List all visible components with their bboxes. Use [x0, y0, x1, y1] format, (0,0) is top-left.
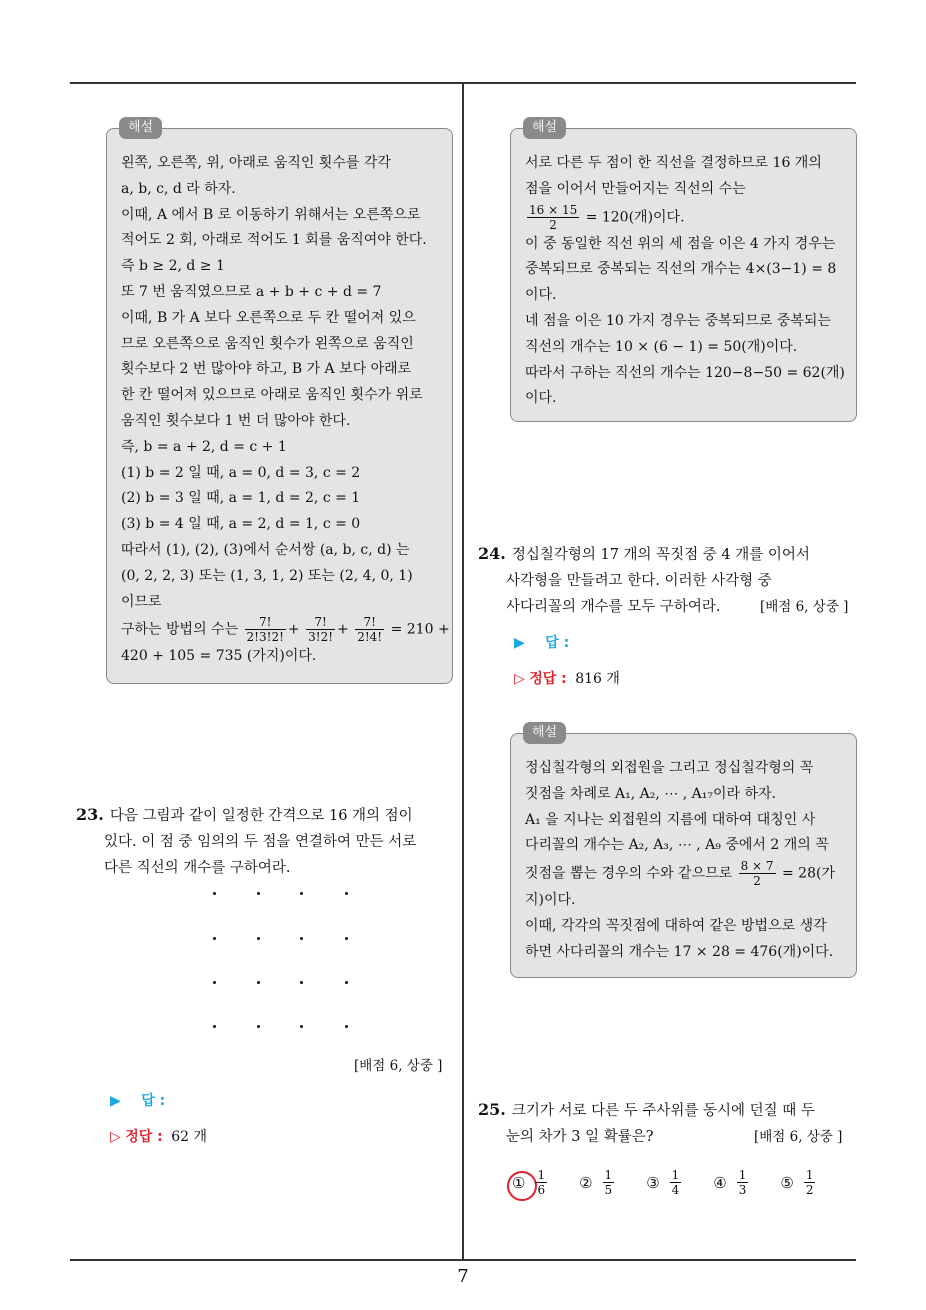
text-line: (1) b = 2 일 때, a = 0, d = 3, c = 2	[121, 464, 361, 481]
explanation-lines	[525, 232, 844, 413]
choice-5[interactable]	[780, 1168, 817, 1197]
formula-result: 420 + 105 = 735 (가지)이다.	[121, 648, 317, 665]
text-line: 이다.	[525, 287, 557, 304]
grid-dot	[257, 892, 260, 895]
choice-mark: ②	[579, 1173, 593, 1192]
answer-arrow-icon: ▶	[514, 635, 525, 651]
question-25: 25. 크기가 서로 다른 두 주사위를 동시에 던질 때 두 눈의 차가 3 일 확률은? [배점 6, 상중 ]	[478, 1097, 858, 1150]
text-line: 므로 오른쪽으로 움직인 횟수가 왼쪽으로 움직인	[121, 335, 414, 352]
answer-line-24: ▶ 답 :	[514, 635, 570, 651]
fraction-3: $\frac{7!}{2!4!}$	[357, 615, 383, 645]
choice-mark: ①	[512, 1173, 526, 1192]
grid-dot	[213, 1025, 216, 1028]
correct-answer-23: ▷ 정답 : 62 개	[110, 1129, 208, 1145]
text-line: 움직인 횟수보다 1 번 더 많아야 한다.	[121, 412, 351, 429]
right-explanation-box-1: 해설 서로 다른 두 점이 한 직선을 결정하므로 16 개의 점을 이어서 만들어지는 직선의 수는 $\frac{16 \times 15}{2}$ = 120(개)이다. 이 중 동일한 직선 위의 세 점을 이은 4 가지 경우는 중복되므로 중복되는 직선의 개수는 4×(3−1) = 8 이다. 네 점을 이은 10 가지 경우는 중복되므로 중복되는 직선의 개수는 10 × (6 − 1) = 50(개)이다. 따라서 구하는 직선의 개수는 120−8−50 = 62(개) 이다.	[510, 128, 857, 422]
correct-arrow-icon: ▷	[110, 1129, 121, 1145]
grid-dot	[257, 981, 260, 984]
grid-dot	[257, 937, 260, 940]
choice-mark: ⑤	[780, 1173, 794, 1192]
grid-dot	[345, 937, 348, 940]
question-24: 24. 정십칠각형의 17 개의 꼭짓점 중 4 개를 이어서 사각형을 만들려고 한다. 이러한 사각형 중 사다리꼴의 개수를 모두 구하여라. [배점 6, 상중 ]	[478, 541, 858, 620]
question-number: 24.	[478, 544, 506, 563]
grid-dot	[213, 937, 216, 940]
text-line: 직선의 개수는 10 × (6 − 1) = 50(개)이다.	[525, 338, 798, 355]
fraction: $\frac{8 \times 7}{2}$	[740, 859, 774, 889]
left-explanation-box	[106, 120, 453, 684]
answer-choices	[512, 1168, 847, 1197]
choice-2[interactable]	[579, 1168, 616, 1197]
correct-answer-24: ▷ 정답 : 816 개	[514, 671, 620, 687]
choice-fraction: 1 6	[537, 1168, 546, 1197]
text-line: 즉, b = a + 2, d = c + 1	[121, 438, 287, 455]
bottom-rule	[70, 1259, 856, 1261]
text-line: (2) b = 3 일 때, a = 1, d = 2, c = 1	[121, 490, 361, 507]
grid-dot	[345, 892, 348, 895]
question-number: 23.	[76, 805, 104, 824]
grid-dot	[300, 892, 303, 895]
choice-1[interactable]	[512, 1168, 549, 1197]
text-line: 즉 b ≥ 2, d ≥ 1	[121, 258, 225, 275]
explanation-tag: 해설	[523, 722, 566, 744]
text-line: 또 7 번 움직였으므로 a + b + c + d = 7	[121, 283, 382, 300]
text-line: 왼쪽, 오른쪽, 위, 아래로 움직인 횟수를 각각	[121, 155, 391, 171]
text-line: 횟수보다 2 번 많아야 하고, B 가 A 보다 아래로	[121, 361, 412, 378]
question-number: 25.	[478, 1100, 506, 1119]
explanation-tag: 해설	[119, 117, 162, 139]
answer-line-23: ▶ 답 :	[110, 1093, 166, 1109]
text-line: (3) b = 4 일 때, a = 2, d = 1, c = 0	[121, 516, 361, 533]
fraction-1: $\frac{7!}{2!3!2!}$	[246, 615, 284, 645]
text-line: (0, 2, 2, 3) 또는 (1, 3, 1, 2) 또는 (2, 4, 0, 1)	[121, 567, 413, 584]
explanation-tag: 해설	[523, 117, 566, 139]
text-line: 이때, B 가 A 보다 오른쪽으로 두 칸 떨어져 있으	[121, 309, 416, 326]
grid-dot	[213, 892, 216, 895]
column-divider	[462, 82, 464, 1260]
correct-arrow-icon: ▷	[514, 671, 525, 687]
page-number: 7	[457, 1266, 469, 1287]
text-line: 이다.	[525, 390, 557, 407]
grid-dot	[257, 1025, 260, 1028]
question-23: 23. 다음 그림과 같이 일정한 간격으로 16 개의 점이 있다. 이 점 중 임의의 두 점을 연결하여 만든 서로 다른 직선의 개수를 구하여라.	[76, 805, 417, 876]
choice-mark: ④	[713, 1173, 727, 1192]
text-line: 따라서 (1), (2), (3)에서 순서쌍 (a, b, c, d) 는	[121, 541, 410, 558]
question-25-score: [배점 6, 상중 ]	[754, 1129, 843, 1145]
text-line: 이므로	[121, 593, 162, 610]
grid-dot	[345, 981, 348, 984]
right-explanation-box-2: 해설 정십칠각형의 외접원을 그리고 정십칠각형의 꼭 짓점을 차례로 A₁, A₂, ⋯ , A₁₇이라 하자. A₁ 을 지나는 외접원의 지름에 대하여 대칭인 사 다리꼴의 개수는 A₂, A₃, ⋯ , A₉ 중에서 2 개의 꼭 짓점을 뽑는 경우의 수와 같으므로 $\frac{8 \times 7}{2}$ = 28(가 지)이다. 이때, 각각의 꼭짓점에 대하여 같은 방법으로 생각 하면 사다리꼴의 개수는 17 × 28 = 476(개)이다.	[510, 733, 857, 978]
grid-dot	[300, 981, 303, 984]
text-line: 이 중 동일한 직선 위의 세 점을 이은 4 가지 경우는	[525, 235, 836, 252]
choice-fraction: 1 3	[738, 1168, 747, 1197]
choice-fraction: 1 4	[671, 1168, 680, 1197]
text-line: a, b, c, d 라 하자.	[121, 180, 236, 197]
fraction-2: $\frac{7!}{3!2!}$	[308, 615, 334, 645]
fraction: $\frac{16 \times 15}{2}$	[529, 202, 578, 232]
text-line: 적어도 2 회, 아래로 적어도 1 회를 움직여야 한다.	[121, 232, 427, 249]
question-23-score: [배점 6, 상중 ]	[354, 1058, 443, 1074]
text-line: 이때, A 에서 B 로 이동하기 위해서는 오른쪽으로	[121, 206, 421, 223]
explanation-lines	[121, 151, 440, 615]
grid-dot	[345, 1025, 348, 1028]
formula-line: 구하는 방법의 수는 $\frac{7!}{2!3!2!}$ + $\frac{7!}{3!2!}$ + $\frac{7!}{2!4!}$ = 210 +	[121, 615, 450, 645]
grid-dot	[300, 937, 303, 940]
choice-fraction: 1 2	[805, 1168, 814, 1197]
formula-tail: = 210 +	[390, 621, 450, 638]
choice-fraction: 1 5	[604, 1168, 613, 1197]
text-line: 따라서 구하는 직선의 개수는 120−8−50 = 62(개)	[525, 364, 845, 381]
text-line: 중복되므로 중복되는 직선의 개수는 4×(3−1) = 8	[525, 261, 837, 278]
text-line: 한 칸 떨어져 있으므로 아래로 움직인 횟수가 위로	[121, 387, 423, 404]
choice-mark: ③	[646, 1173, 660, 1192]
formula-prefix: 구하는 방법의 수는	[121, 621, 239, 638]
grid-dot	[213, 981, 216, 984]
grid-dot	[300, 1025, 303, 1028]
answer-arrow-icon: ▶	[110, 1093, 121, 1109]
text-line: 네 점을 이은 10 가지 경우는 중복되므로 중복되는	[525, 312, 831, 329]
choice-4[interactable]	[713, 1168, 750, 1197]
choice-3[interactable]	[646, 1168, 683, 1197]
question-24-score: [배점 6, 상중 ]	[760, 599, 849, 615]
